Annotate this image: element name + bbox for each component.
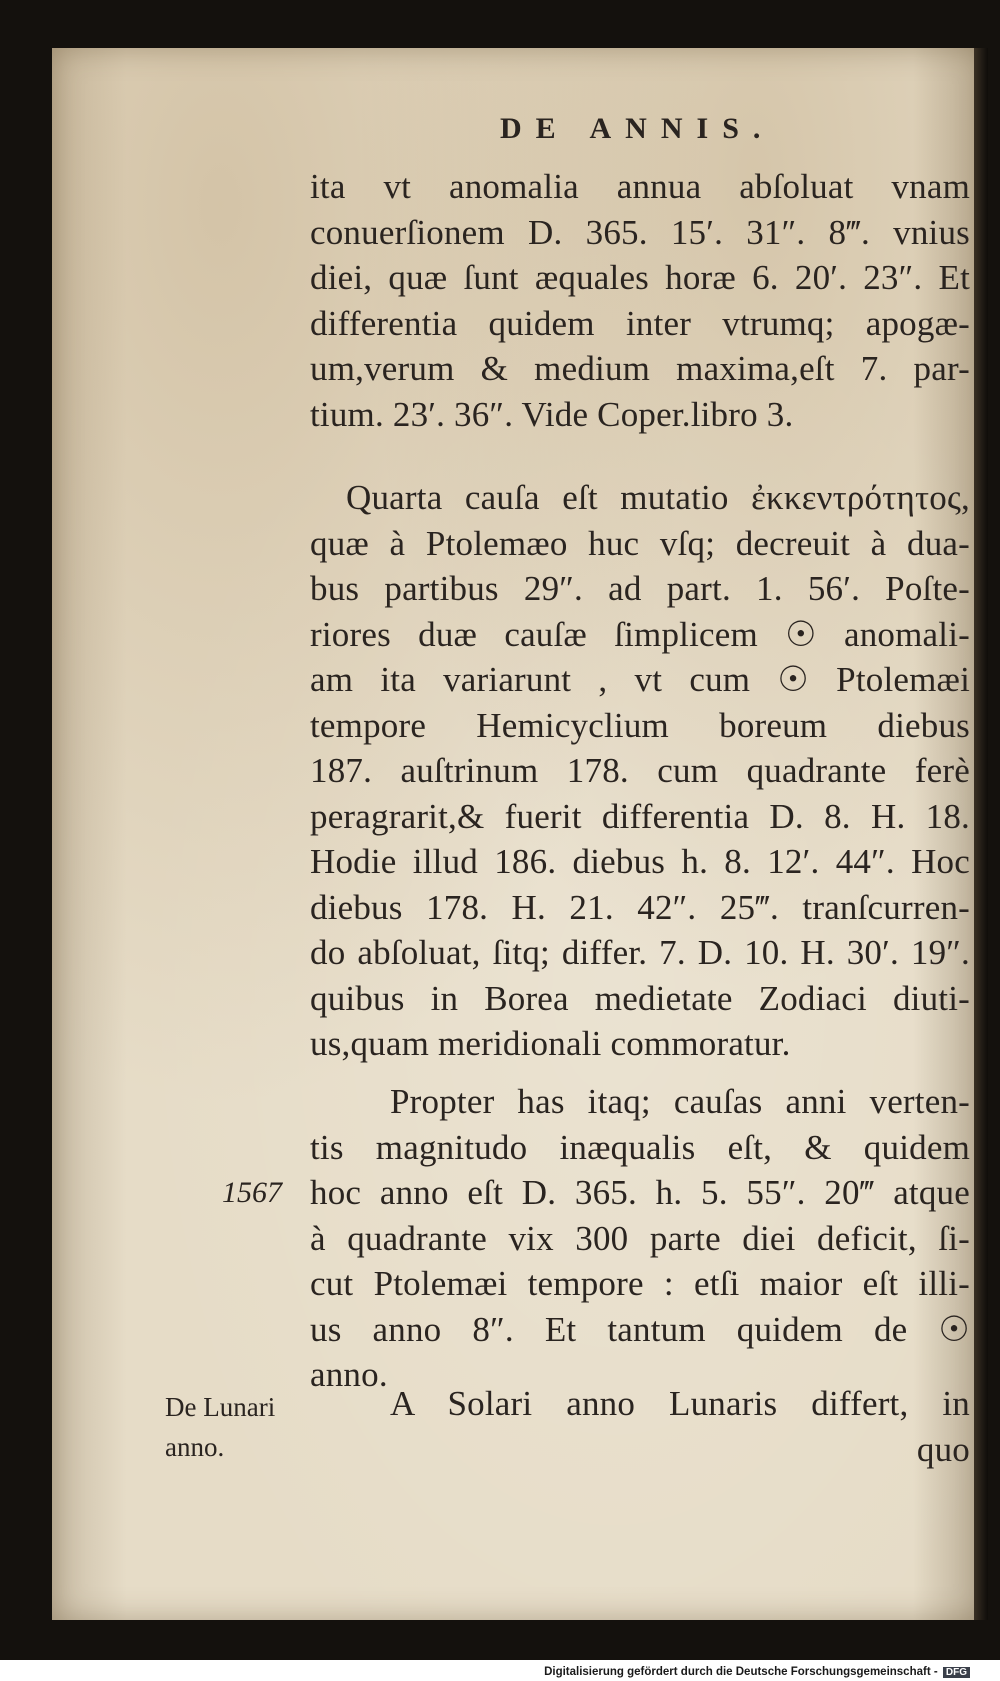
text-line: anno. xyxy=(310,1355,388,1394)
text-line: Hodie illud 186. diebus h. 8. 12′. 44″. Hoc xyxy=(310,842,970,881)
catchword: quo xyxy=(916,1429,970,1469)
text-line: riores duæ cauſæ ſimplicem ☉ anomali- xyxy=(310,614,970,654)
footer-credit-text: Digitalisierung gefördert durch die Deutsche Forschungsgemeinschaft - xyxy=(544,1666,938,1678)
page-edge xyxy=(974,48,988,1620)
paragraph-3 xyxy=(310,1079,970,1398)
text-line: Quarta cauſa eſt mutatio ἐκκεντρότητος, xyxy=(346,478,970,517)
text-line: us anno 8″. Et tantum quidem de ☉ xyxy=(310,1309,970,1349)
margin-note-lunari xyxy=(165,1387,275,1467)
text-line: à quadrante vix 300 parte diei deficit, ſi- xyxy=(310,1218,970,1258)
text-line: diei, quæ ſunt æquales horæ 6. 20′. 23″. Et xyxy=(310,258,970,297)
paragraph-1 xyxy=(310,164,970,437)
text-line: quæ à Ptolemæo huc vſq; decreuit à dua- xyxy=(310,523,970,563)
paragraph-4 xyxy=(310,1381,970,1472)
text-line: 187. auſtrinum 178. cum quadrante ferè xyxy=(310,751,970,790)
text-line: Propter has itaq; cauſas anni verten- xyxy=(390,1082,970,1121)
text-line: ita vt anomalia annua abſoluat vnam xyxy=(310,167,970,206)
text-line: tium. 23′. 36″. Vide Coper.libro 3. xyxy=(310,394,794,434)
margin-note-line: anno. xyxy=(165,1432,225,1462)
margin-note-line: De Lunari xyxy=(165,1392,276,1422)
text-line: peragrarit,& fuerit differentia D. 8. H. 18. xyxy=(310,796,970,836)
text-line: um,verum & medium maxima,eſt 7. par- xyxy=(310,349,970,388)
paragraph-2 xyxy=(310,475,970,1067)
text-line: tis magnitudo inæqualis eſt, & quidem xyxy=(310,1127,970,1167)
text-line: conuerſionem D. 365. 15′. 31″. 8‴. vnius xyxy=(310,212,970,252)
footer-credit xyxy=(544,1666,970,1678)
text-line: quibus in Borea medietate Zodiaci diuti- xyxy=(310,978,970,1018)
running-head: DE ANNIS. xyxy=(500,112,775,145)
text-line: A Solari anno Lunaris differt, in xyxy=(390,1384,970,1423)
text-line: hoc anno eſt D. 365. h. 5. 55″. 20‴ atque xyxy=(310,1173,970,1212)
text-line: tempore Hemicyclium boreum diebus xyxy=(310,705,970,745)
text-line: differentia quidem inter vtrumq; apogæ- xyxy=(310,303,970,343)
text-line: bus partibus 29″. ad part. 1. 56′. Poſte- xyxy=(310,569,970,608)
margin-note-year: 1567 xyxy=(222,1176,282,1209)
text-line: diebus 178. H. 21. 42″. 25‴. tranſcurren- xyxy=(310,887,970,927)
text-line: am ita variarunt , vt cum ☉ Ptolemæi xyxy=(310,660,970,699)
dfg-logo: DFG xyxy=(943,1667,970,1678)
text-line: do abſoluat, ſitq; differ. 7. D. 10. H. 30′. 19″. xyxy=(310,933,970,972)
text-line: cut Ptolemæi tempore : etſi maior eſt illi- xyxy=(310,1264,970,1303)
text-line: us,quam meridionali commoratur. xyxy=(310,1024,791,1063)
